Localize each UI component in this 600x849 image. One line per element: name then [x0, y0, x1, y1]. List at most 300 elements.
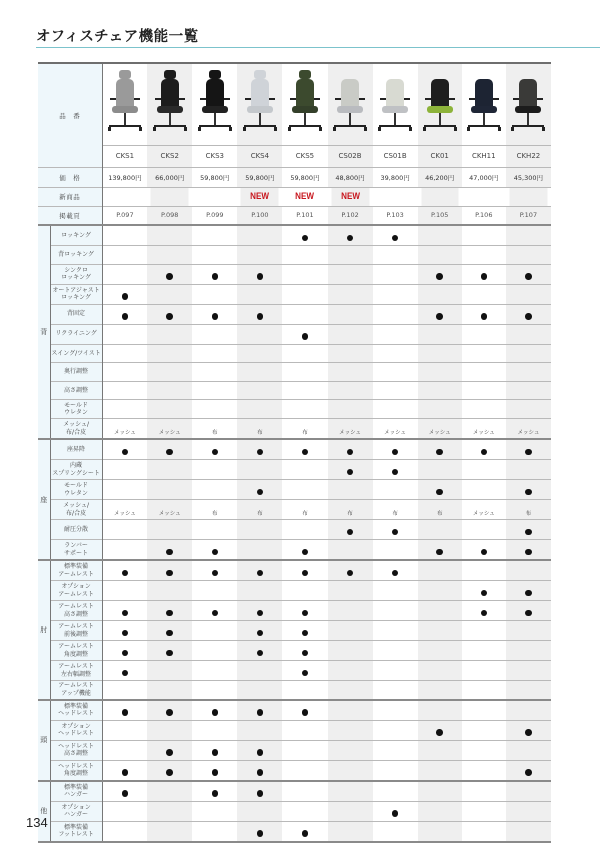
feature-label	[50, 540, 102, 561]
office-chair-icon	[330, 68, 370, 140]
feature-cell	[418, 760, 462, 781]
feature-cell	[506, 304, 551, 324]
feature-available-dot-icon	[257, 769, 264, 776]
feature-cell	[102, 363, 147, 382]
feature-label-line: ヘッドレスト	[58, 742, 94, 750]
feature-cell	[418, 581, 462, 601]
feature-cell	[462, 324, 506, 344]
feature-cell	[192, 225, 237, 246]
office-chair-icon	[508, 68, 548, 140]
feature-cell	[462, 344, 506, 363]
feature-cell	[462, 720, 506, 740]
feature-available-dot-icon	[525, 549, 532, 556]
feature-label	[50, 740, 102, 760]
feature-cell	[147, 460, 192, 480]
feature-cell	[282, 740, 327, 760]
feature-available-dot-icon	[302, 333, 309, 340]
feature-cell	[237, 381, 282, 400]
feature-cell	[328, 225, 373, 246]
feature-cell	[506, 264, 551, 284]
feature-cell	[418, 324, 462, 344]
feature-label-line: モールド	[64, 401, 88, 409]
feature-cell	[237, 284, 282, 304]
feature-cell	[462, 460, 506, 480]
product-photo	[237, 63, 282, 145]
feature-cell	[373, 460, 418, 480]
material-text: メッシュ	[339, 430, 361, 436]
feature-cell	[373, 581, 418, 601]
new-badge	[421, 187, 458, 206]
feature-cell	[282, 419, 327, 440]
feature-row	[38, 560, 551, 581]
feature-cell	[282, 700, 327, 721]
feature-cell	[237, 720, 282, 740]
feature-cell	[282, 621, 327, 641]
feature-row	[38, 480, 551, 500]
feature-cell	[102, 381, 147, 400]
feature-label	[50, 284, 102, 304]
catalog-page[interactable]: P.100	[237, 206, 282, 225]
feature-available-dot-icon	[212, 449, 219, 456]
feature-label	[50, 801, 102, 821]
feature-label-line: オプション	[61, 583, 91, 590]
feature-available-dot-icon	[302, 449, 309, 456]
feature-cell	[373, 540, 418, 561]
feature-cell	[328, 284, 373, 304]
feature-cell	[373, 821, 418, 842]
catalog-page[interactable]: P.106	[462, 206, 506, 225]
new-badge: NEW	[286, 187, 324, 206]
feature-cell	[237, 363, 282, 382]
feature-cell	[102, 480, 147, 500]
feature-row	[38, 419, 551, 440]
feature-row	[38, 540, 551, 561]
feature-available-dot-icon	[436, 489, 443, 496]
feature-cell	[282, 500, 327, 520]
feature-cell	[373, 225, 418, 246]
feature-cell	[147, 661, 192, 681]
office-chair-icon	[375, 68, 415, 140]
feature-cell	[147, 264, 192, 284]
feature-cell	[237, 400, 282, 419]
feature-available-dot-icon	[122, 570, 129, 577]
feature-available-dot-icon	[525, 610, 532, 617]
price: 139,800円	[102, 167, 147, 187]
feature-cell	[373, 400, 418, 419]
feature-available-dot-icon	[257, 650, 264, 657]
feature-cell	[102, 601, 147, 621]
feature-cell	[418, 621, 462, 641]
feature-cell	[282, 324, 327, 344]
feature-cell	[462, 520, 506, 540]
feature-label	[50, 621, 102, 641]
feature-available-dot-icon	[122, 449, 129, 456]
feature-cell	[462, 381, 506, 400]
feature-cell	[373, 681, 418, 700]
feature-cell	[237, 601, 282, 621]
feature-cell	[506, 801, 551, 821]
feature-label-line: 内蔵	[70, 462, 83, 469]
feature-cell	[506, 540, 551, 561]
feature-cell	[373, 661, 418, 681]
feature-available-dot-icon	[257, 630, 264, 637]
feature-cell	[102, 781, 147, 802]
feature-cell	[237, 225, 282, 246]
feature-available-dot-icon	[302, 549, 309, 556]
section-label: 背	[38, 225, 50, 439]
feature-cell	[328, 720, 373, 740]
price: 66,000円	[147, 167, 192, 187]
feature-cell	[328, 381, 373, 400]
feature-cell	[102, 720, 147, 740]
catalog-page[interactable]: P.107	[506, 206, 551, 225]
feature-cell	[373, 781, 418, 802]
feature-available-dot-icon	[302, 650, 309, 657]
feature-cell	[192, 821, 237, 842]
feature-cell	[418, 500, 462, 520]
feature-cell	[282, 760, 327, 781]
catalog-page[interactable]: P.101	[282, 206, 327, 225]
feature-cell	[506, 520, 551, 540]
feature-label	[50, 439, 102, 460]
material-text: 布	[525, 511, 532, 517]
material-text: 布	[212, 430, 218, 436]
feature-label-line: アームレスト	[58, 570, 94, 578]
feature-cell	[192, 419, 237, 440]
feature-row	[38, 801, 551, 821]
feature-available-dot-icon	[166, 273, 173, 280]
feature-row	[38, 821, 551, 842]
feature-available-dot-icon	[166, 709, 173, 716]
feature-cell	[282, 821, 327, 842]
material-text: メッシュ	[472, 430, 495, 436]
feature-cell	[237, 661, 282, 681]
feature-cell	[462, 363, 506, 382]
material-text: メッシュ	[428, 430, 451, 436]
feature-cell	[418, 801, 462, 821]
feature-cell	[506, 581, 551, 601]
feature-row	[38, 284, 551, 304]
material-text: メッシュ	[158, 430, 181, 436]
feature-cell	[282, 681, 327, 700]
feature-cell	[506, 781, 551, 802]
feature-available-dot-icon	[166, 313, 173, 320]
feature-cell	[462, 439, 506, 460]
material-text: メッシュ	[113, 511, 136, 517]
feature-cell	[102, 304, 147, 324]
feature-cell	[147, 324, 192, 344]
feature-label-line: アームレスト	[58, 590, 94, 598]
product-photo	[102, 63, 147, 145]
catalog-page-label: 掲載頁	[38, 206, 102, 225]
feature-cell	[102, 540, 147, 561]
feature-cell	[328, 700, 373, 721]
catalog-page[interactable]: P.102	[328, 206, 373, 225]
feature-cell	[418, 304, 462, 324]
feature-cell	[282, 264, 327, 284]
price: 59,800円	[192, 167, 237, 187]
feature-cell	[373, 621, 418, 641]
catalog-page[interactable]: P.105	[418, 206, 462, 225]
feature-available-dot-icon	[212, 610, 219, 617]
page-number: 134	[26, 815, 48, 830]
feature-cell	[506, 344, 551, 363]
feature-cell	[462, 740, 506, 760]
catalog-page[interactable]: P.099	[192, 206, 237, 225]
feature-cell	[192, 681, 237, 700]
feature-row	[38, 781, 551, 802]
feature-label-line: ハンガー	[64, 811, 89, 818]
feature-cell	[462, 681, 506, 700]
feature-cell	[147, 246, 192, 265]
feature-available-dot-icon	[122, 769, 129, 776]
feature-cell	[328, 419, 373, 440]
product-code: CKH11	[462, 145, 506, 167]
feature-cell	[102, 439, 147, 460]
feature-cell	[192, 363, 237, 382]
feature-label-line: アームレスト	[58, 643, 94, 650]
feature-row	[38, 621, 551, 641]
product-code: CKS3	[192, 145, 237, 167]
feature-cell	[237, 500, 282, 520]
feature-cell	[418, 344, 462, 363]
feature-cell	[147, 581, 192, 601]
feature-cell	[506, 661, 551, 681]
feature-label	[50, 700, 102, 721]
feature-cell	[418, 480, 462, 500]
new-badge	[105, 187, 143, 206]
product-code-header: 品 番	[38, 63, 102, 167]
feature-cell	[237, 641, 282, 661]
feature-cell	[462, 661, 506, 681]
feature-cell	[373, 304, 418, 324]
feature-cell	[506, 439, 551, 460]
feature-available-dot-icon	[347, 449, 354, 456]
feature-label	[50, 641, 102, 661]
feature-label	[50, 363, 102, 382]
feature-cell	[237, 439, 282, 460]
feature-available-dot-icon	[302, 235, 309, 242]
feature-cell	[102, 246, 147, 265]
feature-label-line: 背固定	[67, 310, 86, 318]
feature-cell	[237, 781, 282, 802]
feature-available-dot-icon	[122, 670, 129, 677]
feature-cell	[192, 760, 237, 781]
feature-available-dot-icon	[212, 570, 219, 577]
feature-cell	[328, 246, 373, 265]
feature-cell	[237, 419, 282, 440]
feature-row	[38, 641, 551, 661]
feature-cell	[373, 601, 418, 621]
feature-label	[50, 601, 102, 621]
feature-cell	[192, 540, 237, 561]
feature-cell	[282, 363, 327, 382]
feature-row	[38, 381, 551, 400]
feature-cell	[192, 284, 237, 304]
feature-cell	[418, 601, 462, 621]
feature-cell	[506, 601, 551, 621]
product-photo	[418, 63, 462, 145]
feature-label-line: ロッキング	[61, 294, 91, 301]
feature-label	[50, 760, 102, 781]
feature-cell	[506, 760, 551, 781]
feature-cell	[147, 520, 192, 540]
feature-label-line: オートアジャスト	[52, 286, 100, 294]
catalog-page-row	[38, 206, 551, 225]
feature-cell	[147, 621, 192, 641]
feature-label-line: ハンガー	[64, 791, 89, 798]
feature-cell	[282, 641, 327, 661]
feature-cell	[102, 225, 147, 246]
feature-label-line: 耐圧分散	[64, 525, 89, 533]
feature-cell	[373, 760, 418, 781]
feature-cell	[102, 821, 147, 842]
material-text: 布	[436, 511, 443, 517]
feature-cell	[373, 419, 418, 440]
feature-available-dot-icon	[212, 769, 219, 776]
feature-cell	[506, 400, 551, 419]
feature-row	[38, 681, 551, 700]
feature-label	[50, 720, 102, 740]
feature-label-line: アップ機能	[61, 689, 91, 697]
product-photo	[462, 63, 506, 145]
feature-cell	[418, 264, 462, 284]
feature-label-line: アームレスト	[58, 682, 94, 690]
feature-cell	[147, 344, 192, 363]
section-label: 他	[38, 781, 50, 842]
feature-cell	[147, 381, 192, 400]
feature-label-line: 座昇降	[67, 445, 86, 453]
feature-cell	[328, 363, 373, 382]
feature-cell	[192, 641, 237, 661]
material-text: 布	[257, 430, 263, 436]
feature-cell	[418, 821, 462, 842]
catalog-page[interactable]: P.097	[102, 206, 147, 225]
feature-label-line: スイング/ツイスト	[51, 349, 101, 357]
feature-cell	[373, 246, 418, 265]
feature-cell	[102, 760, 147, 781]
material-text: 布	[302, 511, 308, 517]
feature-label-line: ロッキング	[61, 274, 91, 281]
feature-label-line: 標準装備	[64, 823, 89, 831]
feature-label	[50, 381, 102, 400]
product-photo	[373, 63, 418, 145]
feature-row	[38, 324, 551, 344]
feature-cell	[373, 641, 418, 661]
feature-available-dot-icon	[212, 709, 219, 716]
feature-available-dot-icon	[525, 529, 532, 536]
feature-available-dot-icon	[212, 549, 219, 556]
feature-cell	[506, 641, 551, 661]
feature-available-dot-icon	[392, 529, 399, 536]
feature-available-dot-icon	[212, 273, 219, 280]
feature-cell	[237, 520, 282, 540]
feature-available-dot-icon	[481, 449, 488, 456]
feature-cell	[373, 324, 418, 344]
material-text: メッシュ	[113, 430, 136, 436]
feature-available-dot-icon	[122, 790, 129, 797]
feature-cell	[192, 601, 237, 621]
feature-cell	[102, 400, 147, 419]
feature-cell	[282, 460, 327, 480]
feature-cell	[102, 500, 147, 520]
feature-available-dot-icon	[166, 630, 173, 637]
feature-label	[50, 225, 102, 246]
feature-cell	[328, 540, 373, 561]
feature-available-dot-icon	[525, 273, 532, 280]
feature-cell	[147, 760, 192, 781]
price-row	[38, 167, 551, 187]
feature-cell	[373, 284, 418, 304]
feature-cell	[418, 363, 462, 382]
new-badge	[465, 187, 502, 206]
feature-available-dot-icon	[481, 273, 488, 280]
feature-label-line: 高さ調整	[64, 386, 89, 394]
feature-cell	[192, 661, 237, 681]
product-code: CS02B	[328, 145, 373, 167]
material-text: 布	[392, 511, 398, 517]
feature-cell	[462, 781, 506, 802]
chair-feature-table	[38, 62, 551, 843]
feature-available-dot-icon	[122, 610, 129, 617]
feature-label-line: スプリングシート	[52, 469, 100, 477]
new-badge	[151, 187, 189, 206]
feature-cell	[462, 264, 506, 284]
feature-cell	[373, 740, 418, 760]
feature-available-dot-icon	[481, 313, 488, 320]
feature-cell	[373, 700, 418, 721]
title-divider	[36, 47, 600, 48]
feature-available-dot-icon	[347, 529, 354, 536]
feature-cell	[192, 520, 237, 540]
price: 47,000円	[462, 167, 506, 187]
feature-label	[50, 324, 102, 344]
feature-cell	[506, 821, 551, 842]
product-code: CKS4	[237, 145, 282, 167]
feature-row	[38, 740, 551, 760]
feature-cell	[373, 520, 418, 540]
feature-label-line: ヘッドレスト	[58, 730, 94, 737]
catalog-page[interactable]: P.103	[373, 206, 418, 225]
feature-cell	[282, 560, 327, 581]
feature-cell	[328, 801, 373, 821]
feature-label-line: ウレタン	[64, 489, 88, 497]
feature-label	[50, 264, 102, 284]
feature-cell	[462, 284, 506, 304]
feature-cell	[418, 781, 462, 802]
new-badge	[509, 187, 547, 206]
feature-available-dot-icon	[436, 449, 443, 456]
feature-cell	[282, 661, 327, 681]
feature-cell	[462, 304, 506, 324]
catalog-page[interactable]: P.098	[147, 206, 192, 225]
feature-cell	[147, 781, 192, 802]
feature-label-line: 角度調整	[64, 770, 89, 777]
feature-label-line: アームレスト	[58, 663, 94, 670]
feature-available-dot-icon	[436, 729, 443, 736]
feature-row	[38, 601, 551, 621]
feature-row	[38, 439, 551, 460]
feature-available-dot-icon	[302, 570, 309, 577]
feature-cell	[328, 400, 373, 419]
feature-cell	[506, 419, 551, 440]
feature-label	[50, 246, 102, 265]
product-code: CKH22	[506, 145, 551, 167]
feature-cell	[328, 760, 373, 781]
feature-cell	[147, 740, 192, 760]
feature-cell	[328, 264, 373, 284]
feature-cell	[373, 560, 418, 581]
